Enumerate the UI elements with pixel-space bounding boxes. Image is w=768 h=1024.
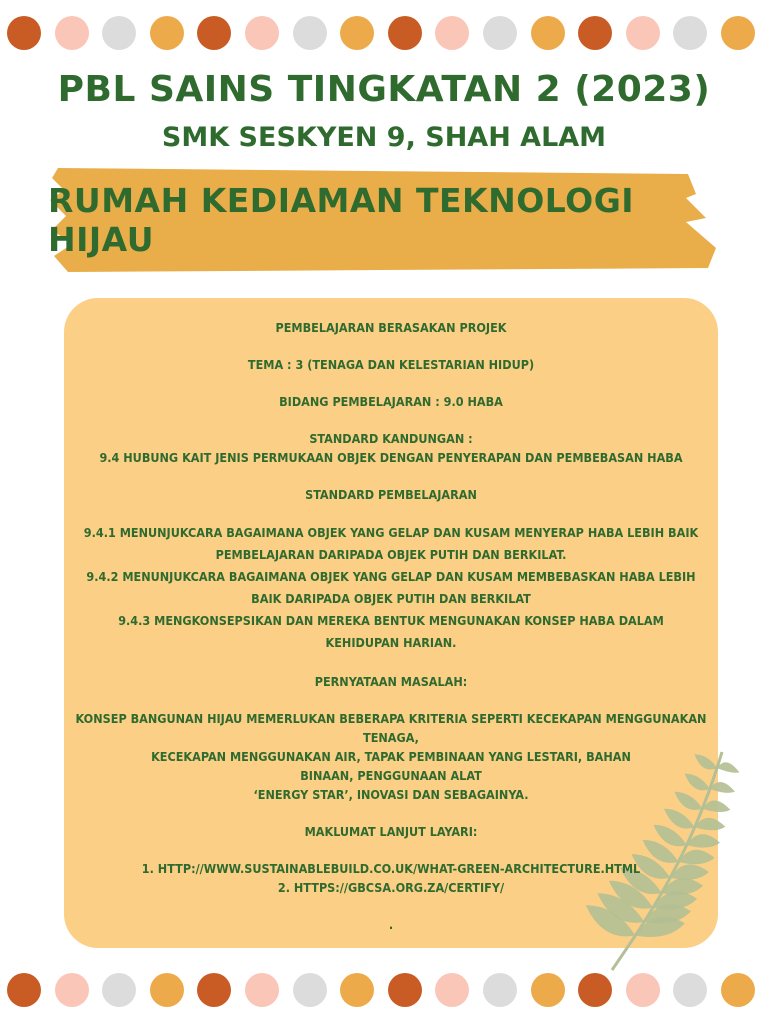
section-heading: PEMBELAJARAN BERASAKAN PROJEK — [275, 320, 507, 335]
objective-2: 9.4.2 MENUNJUKCARA BAGAIMANA OBJEK YANG GELAP DAN KUSAM MEMBEBASKAN HABA LEBIH BAIK DARIPADA OBJEK PUTIH DAN BERKILAT — [86, 569, 696, 606]
tema-line: TEMA : 3 (TENAGA DAN KELESTARIAN HIDUP) — [247, 357, 535, 372]
decor-dot — [55, 16, 89, 50]
decor-dot — [245, 16, 279, 50]
link-1[interactable]: 1. HTTP://WWW.SUSTAINABLEBUILD.CO.UK/WHAT-GREEN-ARCHITECTURE.HTML — [141, 861, 641, 876]
trailing-dot: . — [388, 917, 394, 932]
problem-line-2: KECEKAPAN MENGGUNAKAN AIR, TAPAK PEMBINAAN YANG LESTARI, BAHAN BINAAN, PENGGUNAAN ALAT — [151, 749, 631, 783]
decor-dot — [293, 973, 327, 1007]
decor-dot — [531, 16, 565, 50]
decor-dot — [388, 973, 422, 1007]
bidang-line: BIDANG PEMBELAJARAN : 9.0 HABA — [279, 394, 503, 409]
decor-dot — [340, 973, 374, 1007]
standard-kandungan-label: STANDARD KANDUNGAN : — [309, 431, 473, 446]
decor-dot — [150, 973, 184, 1007]
top-dot-row — [0, 16, 768, 52]
decor-dot — [435, 16, 469, 50]
decor-dot — [55, 973, 89, 1007]
school-name: SMK SESKYEN 9, SHAH ALAM — [161, 122, 607, 153]
decor-dot — [626, 16, 660, 50]
decor-dot — [673, 16, 707, 50]
decor-dot — [721, 16, 755, 50]
decor-dot — [150, 16, 184, 50]
objective-3: 9.4.3 MENGKONSEPSIKAN DAN MEREKA BENTUK MENGUNAKAN KONSEP HABA DALAM KEHIDUPAN HARIAN. — [118, 613, 664, 650]
problem-line-3: ‘ENERGY STAR’, INOVASI DAN SEBAGAINYA. — [253, 787, 529, 802]
decor-dot — [197, 973, 231, 1007]
standard-pembelajaran-label: STANDARD PEMBELAJARAN — [305, 487, 477, 502]
link-2[interactable]: 2. HTTPS://GBCSA.ORG.ZA/CERTIFY/ — [277, 880, 505, 895]
decor-dot — [578, 973, 612, 1007]
decor-dot — [388, 16, 422, 50]
decor-dot — [102, 16, 136, 50]
decor-dot — [578, 16, 612, 50]
banner-heading: RUMAH KEDIAMAN TEKNOLOGI HIJAU — [48, 181, 635, 259]
decor-dot — [626, 973, 660, 1007]
decor-dot — [340, 16, 374, 50]
decor-dot — [245, 973, 279, 1007]
problem-line-1: KONSEP BANGUNAN HIJAU MEMERLUKAN BEBERAPA KRITERIA SEPERTI KECEKAPAN MENGGUNAKAN TENAGA, — [75, 711, 707, 745]
content-body — [64, 318, 718, 934]
standard-kandungan-text: 9.4 HUBUNG KAIT JENIS PERMUKAAN OBJEK DENGAN PENYERAPAN DAN PEMBEBASAN HABA — [99, 450, 683, 465]
decor-dot — [293, 16, 327, 50]
decor-dot — [531, 973, 565, 1007]
decor-dot — [7, 16, 41, 50]
objective-1: 9.4.1 MENUNJUKCARA BAGAIMANA OBJEK YANG GELAP DAN KUSAM MENYERAP HABA LEBIH BAIK PEMBELAJARAN DARIPADA OBJEK PUTIH DAN BERKILAT. — [83, 525, 699, 562]
decor-dot — [102, 973, 136, 1007]
info-label: MAKLUMAT LANJUT LAYARI: — [304, 824, 478, 839]
problem-statement-label: PERNYATAAN MASALAH: — [314, 674, 468, 689]
decor-dot — [197, 16, 231, 50]
page-title: PBL SAINS TINGKATAN 2 (2023) — [57, 69, 711, 110]
decor-dot — [7, 973, 41, 1007]
decor-dot — [435, 973, 469, 1007]
decor-dot — [673, 973, 707, 1007]
bottom-dot-row — [0, 973, 768, 1009]
leaflet — [717, 762, 740, 773]
decor-dot — [483, 16, 517, 50]
decor-dot — [721, 973, 755, 1007]
title-banner — [48, 168, 720, 272]
decor-dot — [483, 973, 517, 1007]
